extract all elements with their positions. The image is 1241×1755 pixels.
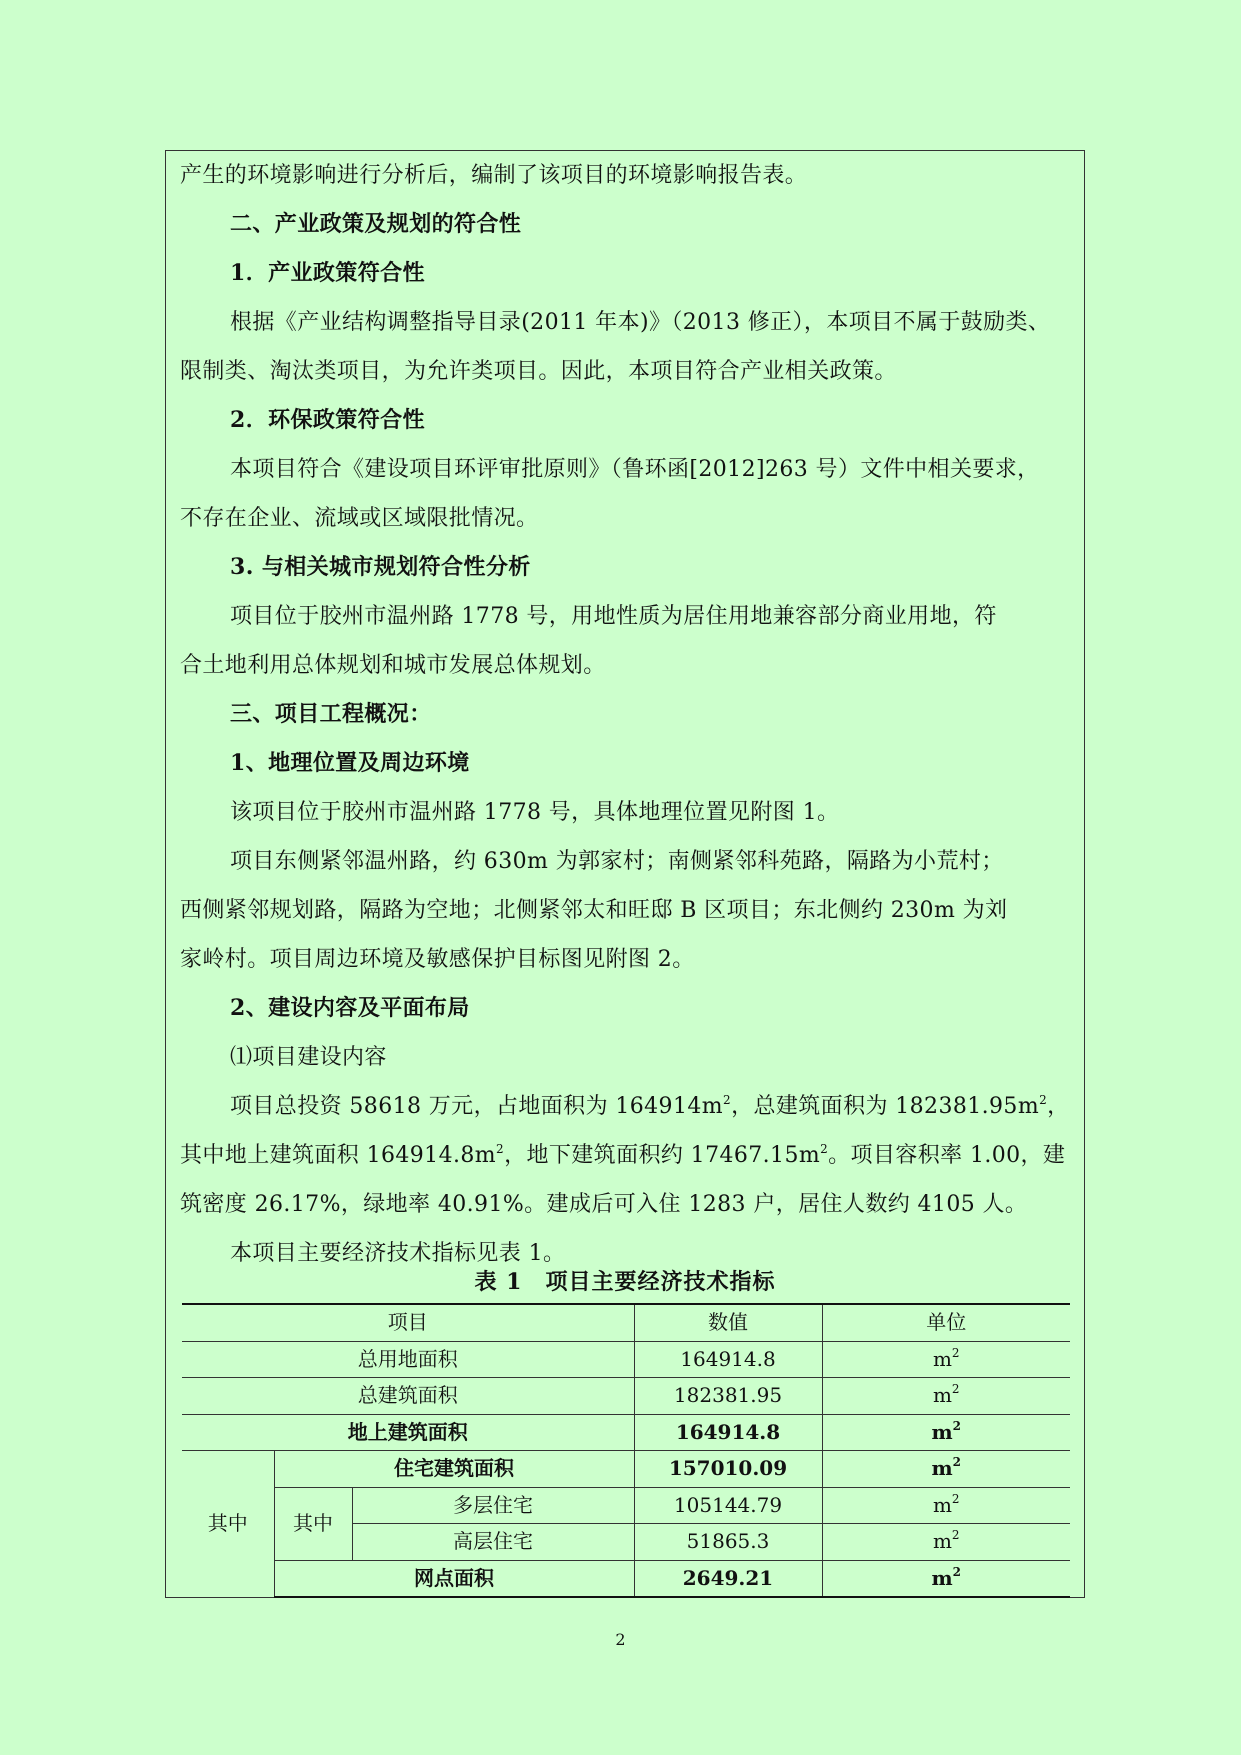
table-header-row xyxy=(182,1304,1070,1341)
subsection-heading: 2、建设内容及平面布局 xyxy=(230,995,470,1021)
document-frame xyxy=(165,150,1085,1598)
table-title: 表 1 项目主要经济技术指标 xyxy=(474,1269,776,1295)
paragraph: 项目位于胶州市温州路 1778 号，用地性质为居住用地兼容部分商业用地，符 xyxy=(230,604,997,629)
page-number: 2 xyxy=(615,1630,626,1649)
header-unit: 单位 xyxy=(822,1304,1070,1341)
table-row xyxy=(182,1487,1070,1524)
row-value: 157010.09 xyxy=(634,1451,822,1488)
table-row xyxy=(182,1560,1070,1597)
paragraph: 项目东侧紧邻温州路，约 630m 为郭家村；南侧紧邻科苑路，隔路为小荒村； xyxy=(230,849,1004,874)
row-value: 164914.8 xyxy=(634,1414,822,1451)
paragraph: 限制类、淘汰类项目，为允许类项目。因此，本项目符合产业相关政策。 xyxy=(180,359,897,384)
paragraph: ⑴项目建设内容 xyxy=(230,1045,387,1070)
row-value: 105144.79 xyxy=(634,1487,822,1524)
subsection-heading: 1、地理位置及周边环境 xyxy=(230,750,470,776)
paragraph: 该项目位于胶州市温州路 1778 号，具体地理位置见附图 1。 xyxy=(230,800,840,825)
row-value: 2649.21 xyxy=(634,1560,822,1597)
row-label: 总用地面积 xyxy=(182,1341,634,1378)
paragraph: 合土地利用总体规划和城市发展总体规划。 xyxy=(180,653,606,678)
row-value: 164914.8 xyxy=(634,1341,822,1378)
paragraph: 不存在企业、流域或区域限批情况。 xyxy=(180,506,539,531)
paragraph: 其中地上建筑面积 $164914.8m^2$，地下建筑面积约 $17467.15m^2$。项目容积率 1.00，建 xyxy=(180,1142,1066,1168)
subsection-heading: 2．环保政策符合性 xyxy=(230,407,425,433)
header-item: 项目 xyxy=(182,1304,634,1341)
indicator-table xyxy=(182,1303,1070,1598)
row-label: 地上建筑面积 xyxy=(182,1414,634,1451)
subsection-heading: 3. 与相关城市规划符合性分析 xyxy=(230,554,531,580)
table-row xyxy=(182,1414,1070,1451)
row-label: 网点面积 xyxy=(274,1560,634,1597)
row-value: 182381.95 xyxy=(634,1378,822,1415)
row-unit: $m^2$ xyxy=(822,1451,1070,1488)
paragraph: 产生的环境影响进行分析后，编制了该项目的环境影响报告表。 xyxy=(180,163,808,188)
sub-group-label: 其中 xyxy=(274,1487,352,1560)
row-unit: $m^2$ xyxy=(822,1341,1070,1378)
document-body xyxy=(180,151,1072,1278)
paragraph: 家岭村。项目周边环境及敏感保护目标图见附图 2。 xyxy=(180,947,695,972)
group-label: 其中 xyxy=(182,1451,274,1598)
paragraph: 筑密度 26.17%，绿地率 40.91%。建成后可入住 1283 户，居住人数约 4105 人。 xyxy=(180,1192,1028,1217)
row-label: 多层住宅 xyxy=(352,1487,634,1524)
paragraph: 根据《产业结构调整指导目录(2011 年本)》（2013 修正），本项目不属于鼓励类、 xyxy=(230,310,1051,335)
row-unit: $m^2$ xyxy=(822,1414,1070,1451)
row-unit: $m^2$ xyxy=(822,1378,1070,1415)
section-heading: 三、项目工程概况： xyxy=(230,701,432,727)
subsection-heading: 1．产业政策符合性 xyxy=(230,260,425,286)
row-label: 总建筑面积 xyxy=(182,1378,634,1415)
row-unit: $m^2$ xyxy=(822,1560,1070,1597)
row-label: 住宅建筑面积 xyxy=(274,1451,634,1488)
table-row xyxy=(182,1341,1070,1378)
paragraph: 本项目主要经济技术指标见表 1。 xyxy=(230,1241,566,1266)
row-value: 51865.3 xyxy=(634,1524,822,1561)
row-unit: $m^2$ xyxy=(822,1487,1070,1524)
table-row xyxy=(182,1378,1070,1415)
row-label: 高层住宅 xyxy=(352,1524,634,1561)
row-unit: $m^2$ xyxy=(822,1524,1070,1561)
section-heading: 二、产业政策及规划的符合性 xyxy=(230,211,522,237)
paragraph: 西侧紧邻规划路，隔路为空地；北侧紧邻太和旺邸 B 区项目；东北侧约 230m 为刘 xyxy=(180,898,1008,923)
table-row xyxy=(182,1451,1070,1488)
paragraph: 本项目符合《建设项目环评审批原则》（鲁环函[2012]263 号）文件中相关要求， xyxy=(230,457,1040,482)
header-value: 数值 xyxy=(634,1304,822,1341)
paragraph: 项目总投资 58618 万元，占地面积为 $164914m^2$，总建筑面积为 $182381.95m^2$， xyxy=(230,1093,1070,1119)
